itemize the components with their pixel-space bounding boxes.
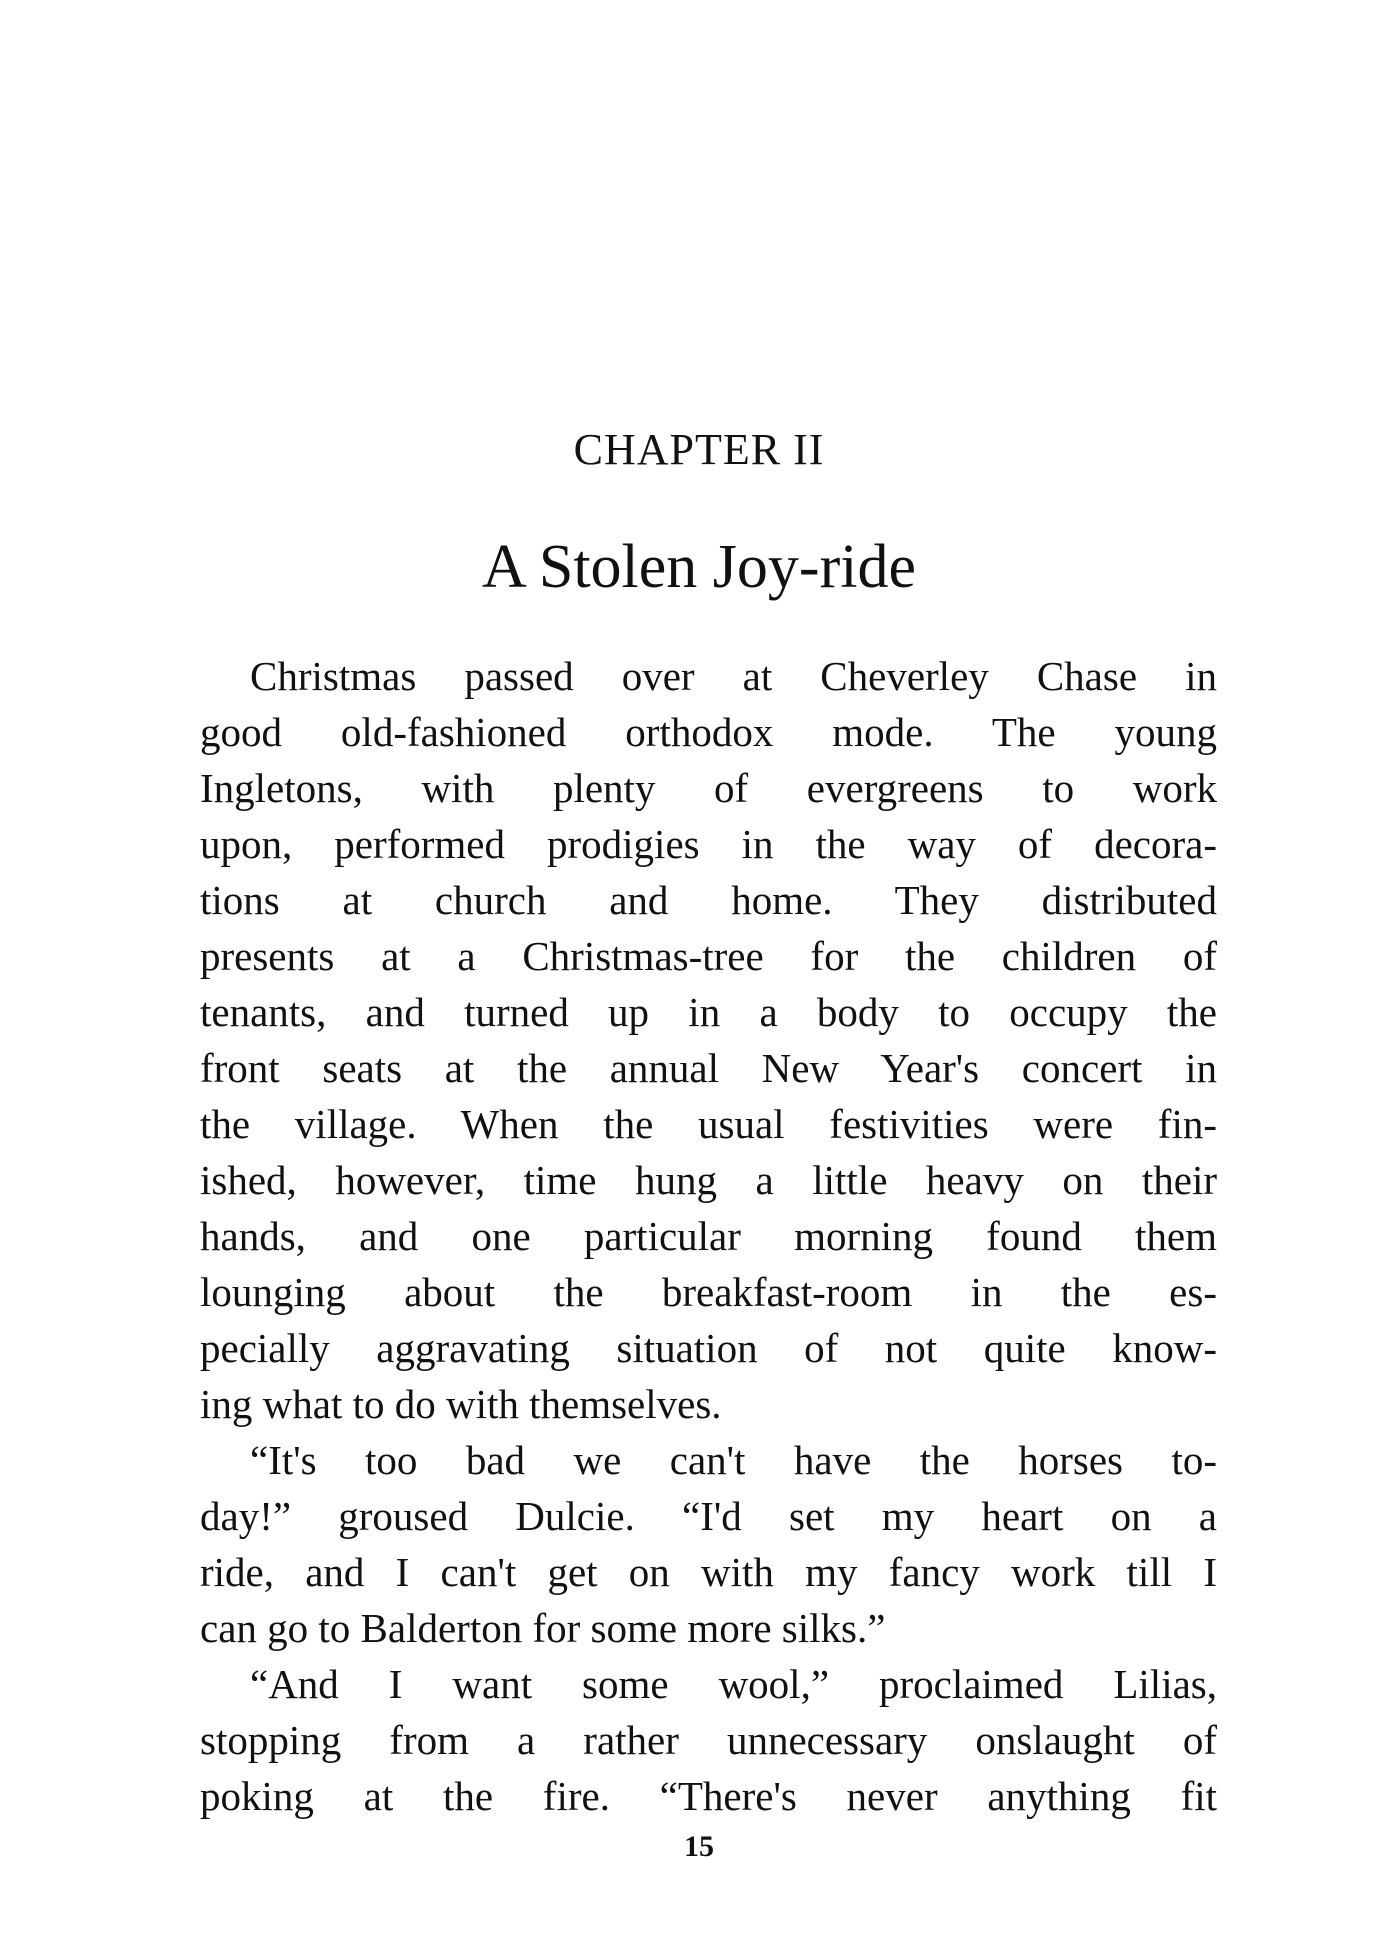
- text-line: upon, performed prodigies in the way of decora-: [200, 821, 1217, 867]
- text-line: front seats at the annual New Year's concert in: [200, 1045, 1217, 1091]
- text-line: pecially aggravating situation of not quite know-: [200, 1325, 1217, 1371]
- text-line: tions at church and home. They distributed: [200, 877, 1217, 923]
- page-number: 15: [684, 1830, 714, 1863]
- text-line: good old-fashioned orthodox mode. The young: [200, 709, 1217, 755]
- text-line: ride, and I can't get on with my fancy work till I: [200, 1549, 1217, 1595]
- text-line: day!” groused Dulcie. “I'd set my heart on a: [200, 1493, 1217, 1539]
- text-line: stopping from a rather unnecessary onslaught of: [200, 1717, 1217, 1763]
- text-line: Ingletons, with plenty of evergreens to work: [200, 765, 1217, 811]
- chapter-title: A Stolen Joy-ride: [482, 533, 916, 601]
- text-line: hands, and one particular morning found them: [200, 1213, 1217, 1259]
- text-line: the village. When the usual festivities were fin-: [200, 1101, 1217, 1147]
- text-line: “It's too bad we can't have the horses to-: [250, 1437, 1217, 1483]
- body-text: [200, 648, 1217, 1824]
- text-line: lounging about the breakfast-room in the es-: [200, 1269, 1217, 1315]
- text-line: tenants, and turned up in a body to occupy the: [200, 989, 1217, 1035]
- text-line: ing what to do with themselves.: [200, 1381, 722, 1427]
- text-line: ished, however, time hung a little heavy on their: [200, 1157, 1217, 1203]
- text-line: “And I want some wool,” proclaimed Lilias,: [250, 1661, 1217, 1707]
- text-line: presents at a Christmas-tree for the children of: [200, 933, 1217, 979]
- chapter-label: CHAPTER II: [573, 425, 825, 474]
- text-line: Christmas passed over at Cheverley Chase in: [250, 653, 1217, 699]
- text-line: poking at the fire. “There's never anything fit: [200, 1773, 1217, 1819]
- text-line: can go to Balderton for some more silks.”: [200, 1605, 886, 1651]
